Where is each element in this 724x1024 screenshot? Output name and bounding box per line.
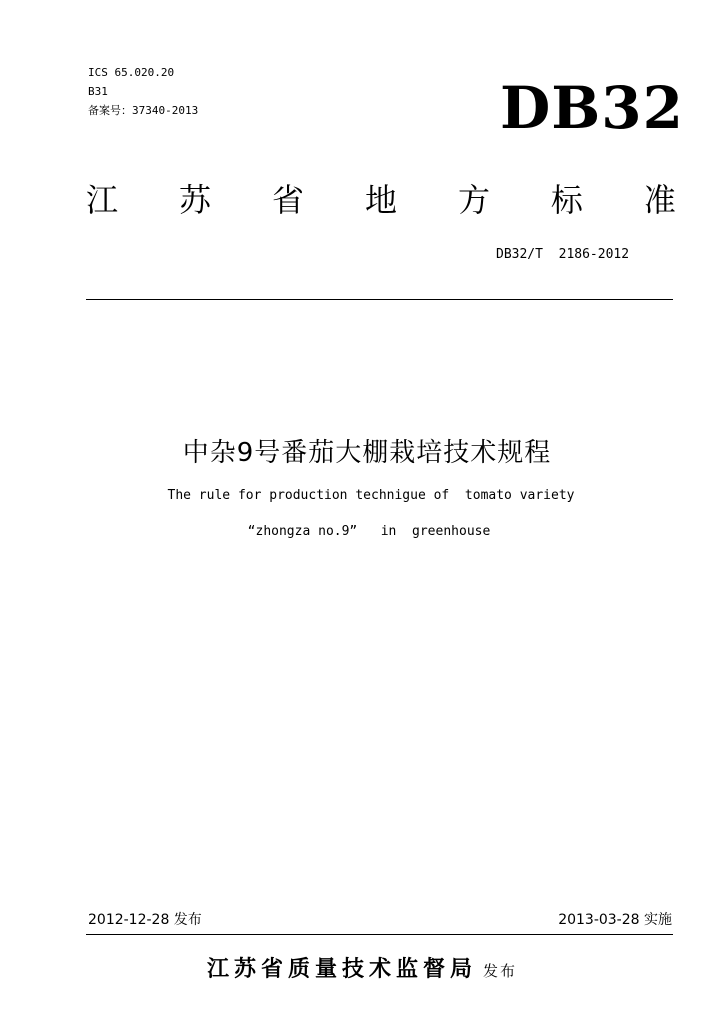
standard-type-char: 省 <box>271 181 304 219</box>
publish-date: 2012-12-28 发布 <box>88 912 202 928</box>
standard-type-char: 地 <box>364 181 397 219</box>
standard-type-heading <box>86 180 676 220</box>
ccs-code: B31 <box>88 85 108 98</box>
issuer-suffix: 发布 <box>483 962 518 980</box>
document-title-cn: 中杂9号番茄大棚栽培技术规程 <box>182 438 552 468</box>
standard-type-char: 江 <box>86 181 119 219</box>
document-title-en-line-1: The rule for production technigue of tomato variety <box>167 488 575 503</box>
header-divider <box>86 299 673 300</box>
standard-type-char: 标 <box>550 181 583 219</box>
standard-type-char: 方 <box>457 181 490 219</box>
standard-logo: DB32 <box>499 74 684 142</box>
issuer-line <box>0 954 724 987</box>
standard-number: DB32/T 2186-2012 <box>496 247 630 262</box>
issuer-name: 江苏省质量技术监督局 <box>206 957 477 982</box>
footer-divider <box>86 934 673 935</box>
implement-date: 2013-03-28 实施 <box>558 912 672 928</box>
ics-code: ICS 65.020.20 <box>88 66 175 79</box>
record-number: 备案号：37340-2013 <box>88 104 199 117</box>
standard-type-char: 准 <box>643 181 676 219</box>
standard-type-char: 苏 <box>178 181 211 219</box>
document-title-en-line-2: “zhongza no.9” in greenhouse <box>247 524 491 539</box>
